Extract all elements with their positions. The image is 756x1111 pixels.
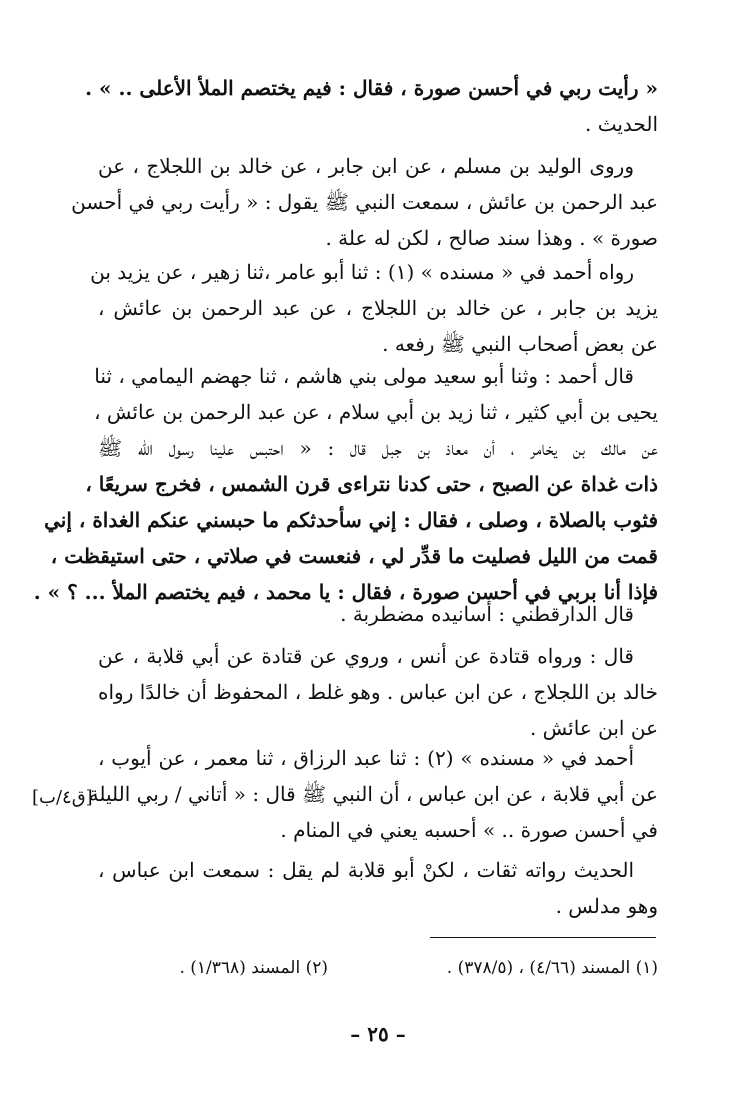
footnote-separator: [430, 937, 656, 938]
text-line: وهو مدلس .: [555, 894, 658, 918]
footnotes: [98, 953, 658, 983]
page-number: – ٢٥ –: [350, 1022, 406, 1046]
text-line: عبد الرحمن بن عائش ، سمعت النبي ﷺ يقول : « رأيت ربي في أحسن: [71, 190, 658, 214]
footnote-1: (١) المسند (٤/٦٦) ، (٣٧٨/٥) .: [446, 958, 658, 978]
text-line: ذات غداة عن الصبح ، حتى كدنا نتراءى قرن الشمس ، فخرج سريعًا ،: [85, 472, 658, 496]
footnote-2: (٢) المسند (١/٣٦٨) .: [179, 958, 328, 978]
text-line: عن أبي قلابة ، عن ابن عباس ، أن النبي ﷺ قال : « أتاني / ربي الليلة: [88, 782, 658, 806]
paragraph: [85, 70, 658, 142]
paragraph: [71, 148, 658, 256]
text-line: قال أحمد : وثنا أبو سعيد مولى بني هاشم ، ثنا جهضم اليمامي ، ثنا: [94, 364, 634, 388]
text-line: خالد بن اللجلاج ، عن ابن عباس . وهو غلط ، المحفوظ أن خالدًا رواه: [98, 680, 658, 704]
text-line: فإذا أنا بربي في أحسن صورة ، فقال : يا محمد ، فيم يختصم الملأ ... ؟ » .: [33, 580, 658, 604]
text-line: عن بعض أصحاب النبي ﷺ رفعه .: [382, 332, 658, 356]
text-line: وروى الوليد بن مسلم ، عن ابن جابر ، عن خالد بن اللجلاج ، عن: [98, 154, 634, 178]
text-line: الحديث رواته ثقات ، لكنْ أبو قلابة لم يقل : سمعت ابن عباس ،: [98, 858, 634, 882]
text-line: الحديث .: [585, 112, 658, 136]
paragraph: [98, 638, 658, 746]
margin-folio-note: [ق٤/ب]: [32, 787, 93, 808]
text-line: رواه أحمد في « مسنده » (١) : ثنا أبو عامر ،ثنا زهير ، عن يزيد بن: [90, 260, 634, 284]
text-line: « رأيت ربي في أحسن صورة ، فقال : فيم يختصم الملأ الأعلى .. » .: [85, 76, 658, 100]
paragraph: [98, 596, 658, 632]
text-line: يحيى بن أبي كثير ، ثنا زيد بن أبي سلام ، عن عبد الرحمن بن عائش ،: [94, 400, 658, 424]
text-line: يزيد بن جابر ، عن خالد بن اللجلاج ، عن عبد الرحمن بن عائش ،: [98, 296, 658, 320]
text-line: فثوب بالصلاة ، وصلى ، فقال : إني سأحدثكم ما حبسني عنكم الغداة ، إني: [44, 508, 658, 532]
paragraph: [88, 740, 658, 848]
text-line: صورة » . وهذا سند صالح ، لكن له علة .: [325, 226, 658, 250]
paragraph: [98, 852, 658, 924]
paragraph: [90, 254, 658, 362]
paragraph: [33, 358, 658, 610]
text-line: عن مالك بن يخامر ، أن معاذ بن جبل قال : « احتبس علينا رسول الله ﷺ: [98, 436, 658, 460]
text-line: قال : ورواه قتادة عن أنس ، وروي عن قتادة عن أبي قلابة ، عن: [98, 644, 634, 668]
text-line: قمت من الليل فصليت ما قدِّر لي ، فنعست في صلاتي ، حتى استيقظت ،: [50, 544, 658, 568]
text-line: أحمد في « مسنده » (٢) : ثنا عبد الرزاق ، ثنا معمر ، عن أيوب ،: [98, 746, 635, 770]
text-line: في أحسن صورة .. » أحسبه يعني في المنام .: [280, 818, 658, 842]
text-line: قال الدارقطني : أسانيده مضطربة .: [340, 602, 634, 626]
text-line: عن ابن عائش .: [529, 716, 658, 740]
